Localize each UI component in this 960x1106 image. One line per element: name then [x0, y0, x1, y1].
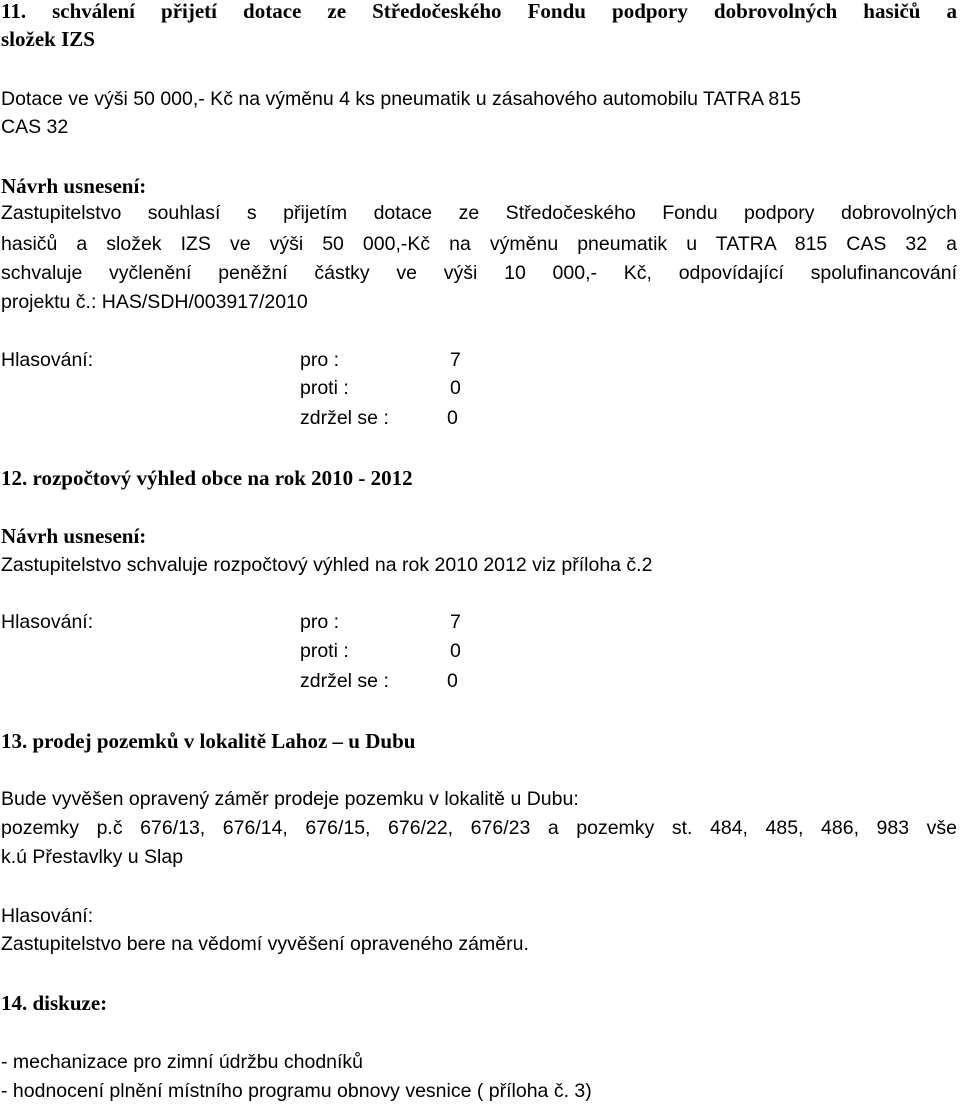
section-14-item-2: - hodnocení plnění místního programu obnovy vesnice ( příloha č. 3) — [1, 1080, 592, 1102]
section-11-description-line1: Dotace ve výši 50 000,- Kč na výměnu 4 ks pneumatik u zásahového automobilu TATRA 815 — [1, 88, 801, 110]
section-12-body: Zastupitelstvo schvaluje rozpočtový výhled na rok 2010 2012 viz příloha č.2 — [1, 554, 653, 576]
section-13-body-line3: k.ú Přestavlky u Slap — [1, 846, 184, 868]
section-12-zdrzel-label: zdržel se : — [300, 670, 389, 692]
section-13-result: Zastupitelstvo bere na vědomí vyvěšení opraveného záměru. — [1, 933, 529, 955]
section-11-navrh-label: Návrh usnesení: — [1, 174, 147, 198]
section-13-vote-label: Hlasování: — [1, 905, 94, 927]
section-11-proti-label: proti : — [300, 377, 349, 399]
section-11-body-line1: Zastupitelstvo souhlasí s přijetím dotace ze Středočeského Fondu podpory dobrovolných — [1, 202, 957, 224]
section-11-zdrzel-label: zdržel se : — [300, 407, 389, 429]
section-14-title: 14. diskuze: — [1, 991, 108, 1015]
section-14-item-1: - mechanizace pro zimní údržbu chodníků — [1, 1051, 364, 1073]
section-11-body-line2: hasičů a složek IZS ve výši 50 000,-Kč na výměnu pneumatik u TATRA 815 CAS 32 a — [1, 233, 957, 255]
section-12-pro-value: 7 — [450, 611, 461, 633]
section-13-body-line2: pozemky p.č 676/13, 676/14, 676/15, 676/22, 676/23 a pozemky st. 484, 485, 486, 983 vše — [1, 817, 957, 839]
section-11-body-line3: schvaluje vyčlenění peněžní částky ve výši 10 000,- Kč, odpovídající spolufinancování — [1, 262, 957, 284]
section-12-zdrzel-value: 0 — [447, 670, 458, 692]
section-12-pro-label: pro : — [300, 611, 340, 633]
section-13-body-line1: Bude vyvěšen opravený záměr prodeje pozemku v lokalitě u Dubu: — [1, 788, 579, 810]
section-13-title: 13. prodej pozemků v lokalitě Lahoz – u Dubu — [1, 729, 416, 753]
section-11-title-line1: 11. schválení přijetí dotace ze Středočeského Fondu podpory dobrovolných hasičů a — [1, 0, 957, 23]
section-11-proti-value: 0 — [450, 377, 461, 399]
section-11-pro-label: pro : — [300, 349, 340, 371]
section-11-description-line2: CAS 32 — [1, 116, 69, 138]
section-12-title: 12. rozpočtový výhled obce na rok 2010 - 2012 — [1, 466, 413, 490]
section-11-body-line4: projektu č.: HAS/SDH/003917/2010 — [1, 291, 308, 313]
section-11-vote-label: Hlasování: — [1, 349, 94, 371]
section-12-vote-label: Hlasování: — [1, 611, 94, 633]
section-11-zdrzel-value: 0 — [447, 407, 458, 429]
section-11-title-line2: složek IZS — [1, 27, 95, 51]
section-12-proti-label: proti : — [300, 640, 349, 662]
section-12-navrh-label: Návrh usnesení: — [1, 524, 147, 548]
section-12-proti-value: 0 — [450, 640, 461, 662]
section-11-pro-value: 7 — [450, 349, 461, 371]
